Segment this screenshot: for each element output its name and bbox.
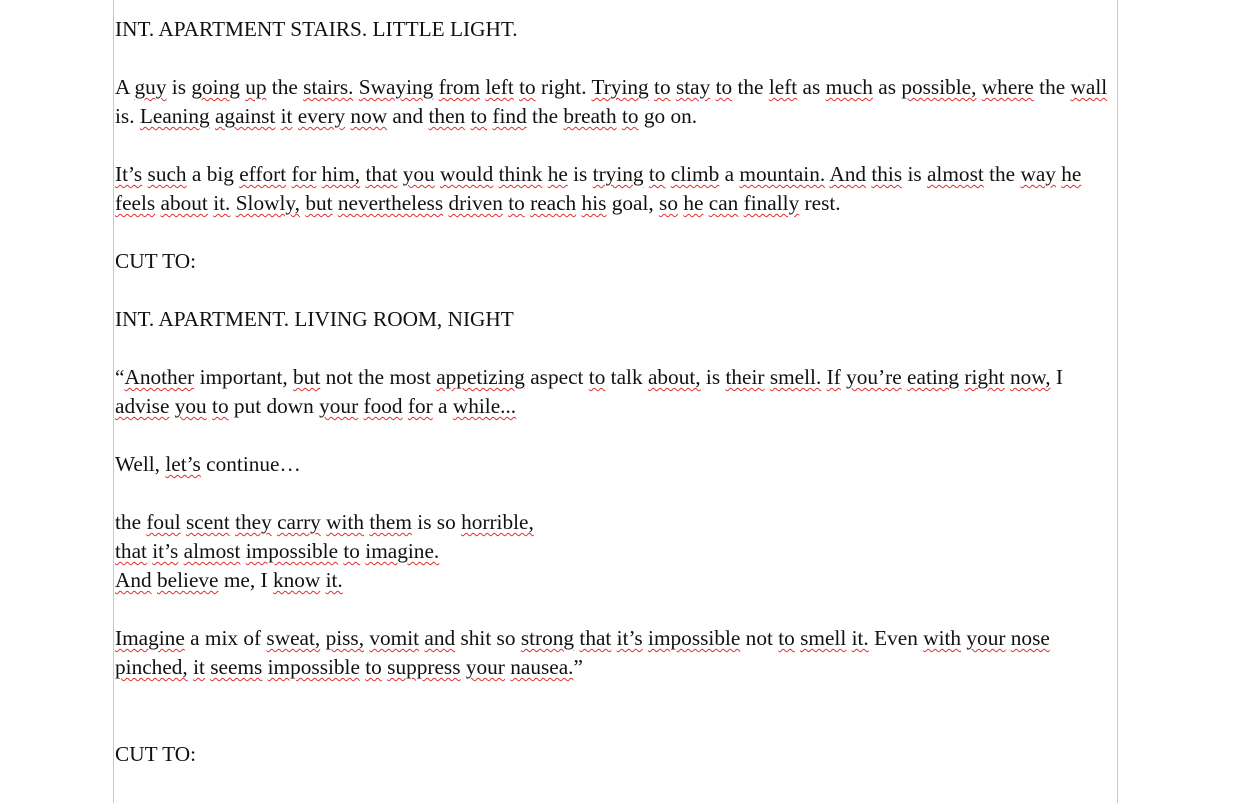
misspelled-word[interactable]: stay: [675, 75, 711, 99]
misspelled-word[interactable]: appetizing: [436, 365, 525, 389]
misspelled-word[interactable]: with: [326, 510, 365, 534]
misspelled-word[interactable]: to: [715, 75, 733, 99]
misspelled-word[interactable]: wall: [1070, 75, 1108, 99]
misspelled-word[interactable]: it.: [851, 626, 869, 650]
misspelled-word[interactable]: for: [407, 394, 433, 418]
misspelled-word[interactable]: it’s: [152, 539, 179, 563]
misspelled-word[interactable]: to: [343, 539, 360, 563]
misspelled-word[interactable]: up: [245, 75, 267, 99]
misspelled-word[interactable]: you: [174, 394, 207, 418]
document-paragraph[interactable]: It’s such a big effort for him, that you would think he is trying to climb a mountain. And this is almost the way he feels about it. Slowly, but nevertheless driven to reach his goal, so he can finally rest.: [115, 162, 1082, 215]
misspelled-word[interactable]: his: [581, 191, 607, 215]
misspelled-word[interactable]: smell.: [769, 365, 822, 389]
misspelled-word[interactable]: you’re: [846, 365, 902, 389]
document-body[interactable]: [115, 15, 1115, 798]
misspelled-word[interactable]: to: [212, 394, 229, 418]
misspelled-word[interactable]: left: [485, 75, 514, 99]
page-left-border: [113, 0, 114, 803]
misspelled-word[interactable]: breath: [563, 104, 617, 128]
misspelled-word[interactable]: almost: [183, 539, 241, 563]
misspelled-word[interactable]: find: [492, 104, 527, 128]
misspelled-word[interactable]: to: [648, 162, 666, 186]
misspelled-word[interactable]: seems: [210, 655, 263, 679]
document-paragraph[interactable]: CUT TO:: [115, 249, 197, 273]
misspelled-word[interactable]: If: [826, 365, 841, 389]
misspelled-word[interactable]: Trying: [591, 75, 649, 99]
misspelled-word[interactable]: Leaning: [139, 104, 210, 128]
misspelled-word[interactable]: to: [365, 655, 382, 679]
misspelled-word[interactable]: every: [297, 104, 346, 128]
misspelled-word[interactable]: mountain.: [739, 162, 826, 186]
misspelled-word[interactable]: piss,: [325, 626, 365, 650]
misspelled-word[interactable]: Swaying: [358, 75, 434, 99]
misspelled-word[interactable]: your: [966, 626, 1006, 650]
misspelled-word[interactable]: nose: [1010, 626, 1050, 650]
misspelled-word[interactable]: about: [160, 191, 208, 215]
misspelled-word[interactable]: them: [369, 510, 412, 534]
misspelled-word[interactable]: impossible: [245, 539, 339, 563]
misspelled-word[interactable]: but: [293, 365, 321, 389]
misspelled-word[interactable]: it: [193, 655, 205, 679]
misspelled-word[interactable]: foul: [146, 510, 181, 534]
misspelled-word[interactable]: trying: [592, 162, 644, 186]
misspelled-word[interactable]: scent: [185, 510, 230, 534]
misspelled-word[interactable]: he: [683, 191, 704, 215]
misspelled-word[interactable]: possible,: [901, 75, 977, 99]
misspelled-word[interactable]: reach: [530, 191, 577, 215]
misspelled-word[interactable]: smell: [800, 626, 847, 650]
page-right-border: [1117, 0, 1118, 803]
misspelled-word[interactable]: to: [621, 104, 639, 128]
misspelled-word[interactable]: and: [424, 626, 456, 650]
misspelled-word[interactable]: guy: [134, 75, 167, 99]
misspelled-word[interactable]: such: [147, 162, 187, 186]
misspelled-word[interactable]: Imagine: [115, 626, 185, 650]
misspelled-word[interactable]: would: [440, 162, 494, 186]
misspelled-word[interactable]: he: [1061, 162, 1082, 186]
misspelled-word[interactable]: left: [768, 75, 798, 99]
misspelled-word[interactable]: now: [350, 104, 388, 128]
misspelled-word[interactable]: now,: [1009, 365, 1051, 389]
misspelled-word[interactable]: feels: [115, 191, 156, 215]
misspelled-word[interactable]: driven: [448, 191, 503, 215]
misspelled-word[interactable]: impossible: [648, 626, 741, 650]
misspelled-word[interactable]: carry: [277, 510, 321, 534]
misspelled-word[interactable]: believe: [157, 568, 219, 592]
document-paragraph[interactable]: Imagine a mix of sweat, piss, vomit and shit so strong that it’s impossible not to smell it. Even with your nose pinched, it seems impossible to suppress your nausea.”: [115, 626, 1050, 679]
document-paragraph[interactable]: CUT TO:: [115, 742, 197, 766]
document-paragraph[interactable]: And believe me, I know it.: [115, 568, 343, 592]
misspelled-word[interactable]: about,: [647, 365, 701, 389]
misspelled-word[interactable]: from: [438, 75, 481, 99]
misspelled-word[interactable]: food: [363, 394, 403, 418]
misspelled-word[interactable]: against: [214, 104, 276, 128]
misspelled-word[interactable]: to: [470, 104, 488, 128]
misspelled-word[interactable]: to: [508, 191, 525, 215]
misspelled-word[interactable]: so: [659, 191, 678, 215]
misspelled-word[interactable]: for: [291, 162, 317, 186]
misspelled-word[interactable]: let’s: [165, 452, 201, 476]
misspelled-word[interactable]: impossible: [267, 655, 360, 679]
misspelled-word[interactable]: that: [115, 539, 147, 563]
misspelled-word[interactable]: with: [923, 626, 962, 650]
misspelled-word[interactable]: Another: [124, 365, 195, 389]
misspelled-word[interactable]: it.: [213, 191, 231, 215]
misspelled-word[interactable]: it.: [325, 568, 343, 592]
misspelled-word[interactable]: to: [654, 75, 671, 99]
misspelled-word[interactable]: way: [1020, 162, 1056, 186]
misspelled-word[interactable]: almost: [926, 162, 984, 186]
misspelled-word[interactable]: it: [280, 104, 293, 128]
misspelled-word[interactable]: And: [115, 568, 152, 592]
misspelled-word[interactable]: suppress: [387, 655, 461, 679]
misspelled-word[interactable]: going: [191, 75, 240, 99]
misspelled-word[interactable]: know: [272, 568, 321, 592]
misspelled-word[interactable]: your: [319, 394, 359, 418]
misspelled-word[interactable]: climb: [670, 162, 720, 186]
document-paragraph[interactable]: “Another important, but not the most appetizing aspect to talk about, is their smell. If you’re eating right now, I advise you to put down your food for a while...: [115, 365, 1064, 418]
empty-line: [115, 711, 1115, 740]
misspelled-word[interactable]: nevertheless: [337, 191, 444, 215]
misspelled-word[interactable]: that: [579, 626, 612, 650]
misspelled-word[interactable]: it’s: [616, 626, 643, 650]
misspelled-word[interactable]: their: [725, 365, 765, 389]
misspelled-word[interactable]: stairs.: [303, 75, 354, 99]
misspelled-word[interactable]: finally: [743, 191, 800, 215]
misspelled-word[interactable]: to: [778, 626, 795, 650]
misspelled-word[interactable]: eating: [907, 365, 960, 389]
misspelled-word[interactable]: they: [235, 510, 272, 534]
misspelled-word[interactable]: can: [708, 191, 739, 215]
misspelled-word[interactable]: to: [588, 365, 606, 389]
document-paragraph[interactable]: Well, let’s continue…: [115, 452, 301, 476]
misspelled-word[interactable]: horrible,: [461, 510, 534, 534]
misspelled-word[interactable]: It’s: [115, 162, 143, 186]
misspelled-word[interactable]: where: [981, 75, 1034, 99]
document-paragraph[interactable]: INT. APARTMENT STAIRS. LITTLE LIGHT.: [115, 17, 518, 41]
misspelled-word[interactable]: much: [825, 75, 873, 99]
misspelled-word[interactable]: he: [547, 162, 568, 186]
misspelled-word[interactable]: you: [402, 162, 435, 186]
misspelled-word[interactable]: think: [498, 162, 543, 186]
misspelled-word[interactable]: your: [465, 655, 505, 679]
document-paragraph[interactable]: A guy is going up the stairs. Swaying from left to right. Trying to stay to the left as much as possible, where the wall is. Leaning against it every now and then to find the breath to go on.: [115, 75, 1108, 128]
misspelled-word[interactable]: right: [964, 365, 1005, 389]
misspelled-word[interactable]: advise: [115, 394, 170, 418]
misspelled-word[interactable]: but: [305, 191, 333, 215]
misspelled-word[interactable]: to: [519, 75, 536, 99]
misspelled-word[interactable]: this: [871, 162, 903, 186]
misspelled-word[interactable]: that: [365, 162, 398, 186]
misspelled-word[interactable]: nausea.: [510, 655, 574, 679]
misspelled-word[interactable]: And: [829, 162, 867, 186]
misspelled-word[interactable]: vomit: [369, 626, 420, 650]
document-paragraph[interactable]: INT. APARTMENT. LIVING ROOM, NIGHT: [115, 307, 514, 331]
misspelled-word[interactable]: sweat,: [266, 626, 321, 650]
misspelled-word[interactable]: him,: [321, 162, 361, 186]
misspelled-word[interactable]: while...: [452, 394, 517, 418]
misspelled-word[interactable]: Slowly,: [235, 191, 300, 215]
document-paragraph[interactable]: [115, 537, 1115, 566]
document-paragraph[interactable]: the foul scent they carry with them is so horrible,: [115, 510, 534, 534]
misspelled-word[interactable]: effort: [239, 162, 287, 186]
misspelled-word[interactable]: then: [428, 104, 466, 128]
misspelled-word[interactable]: strong: [520, 626, 575, 650]
misspelled-word[interactable]: pinched,: [115, 655, 188, 679]
misspelled-word[interactable]: imagine.: [365, 539, 440, 563]
